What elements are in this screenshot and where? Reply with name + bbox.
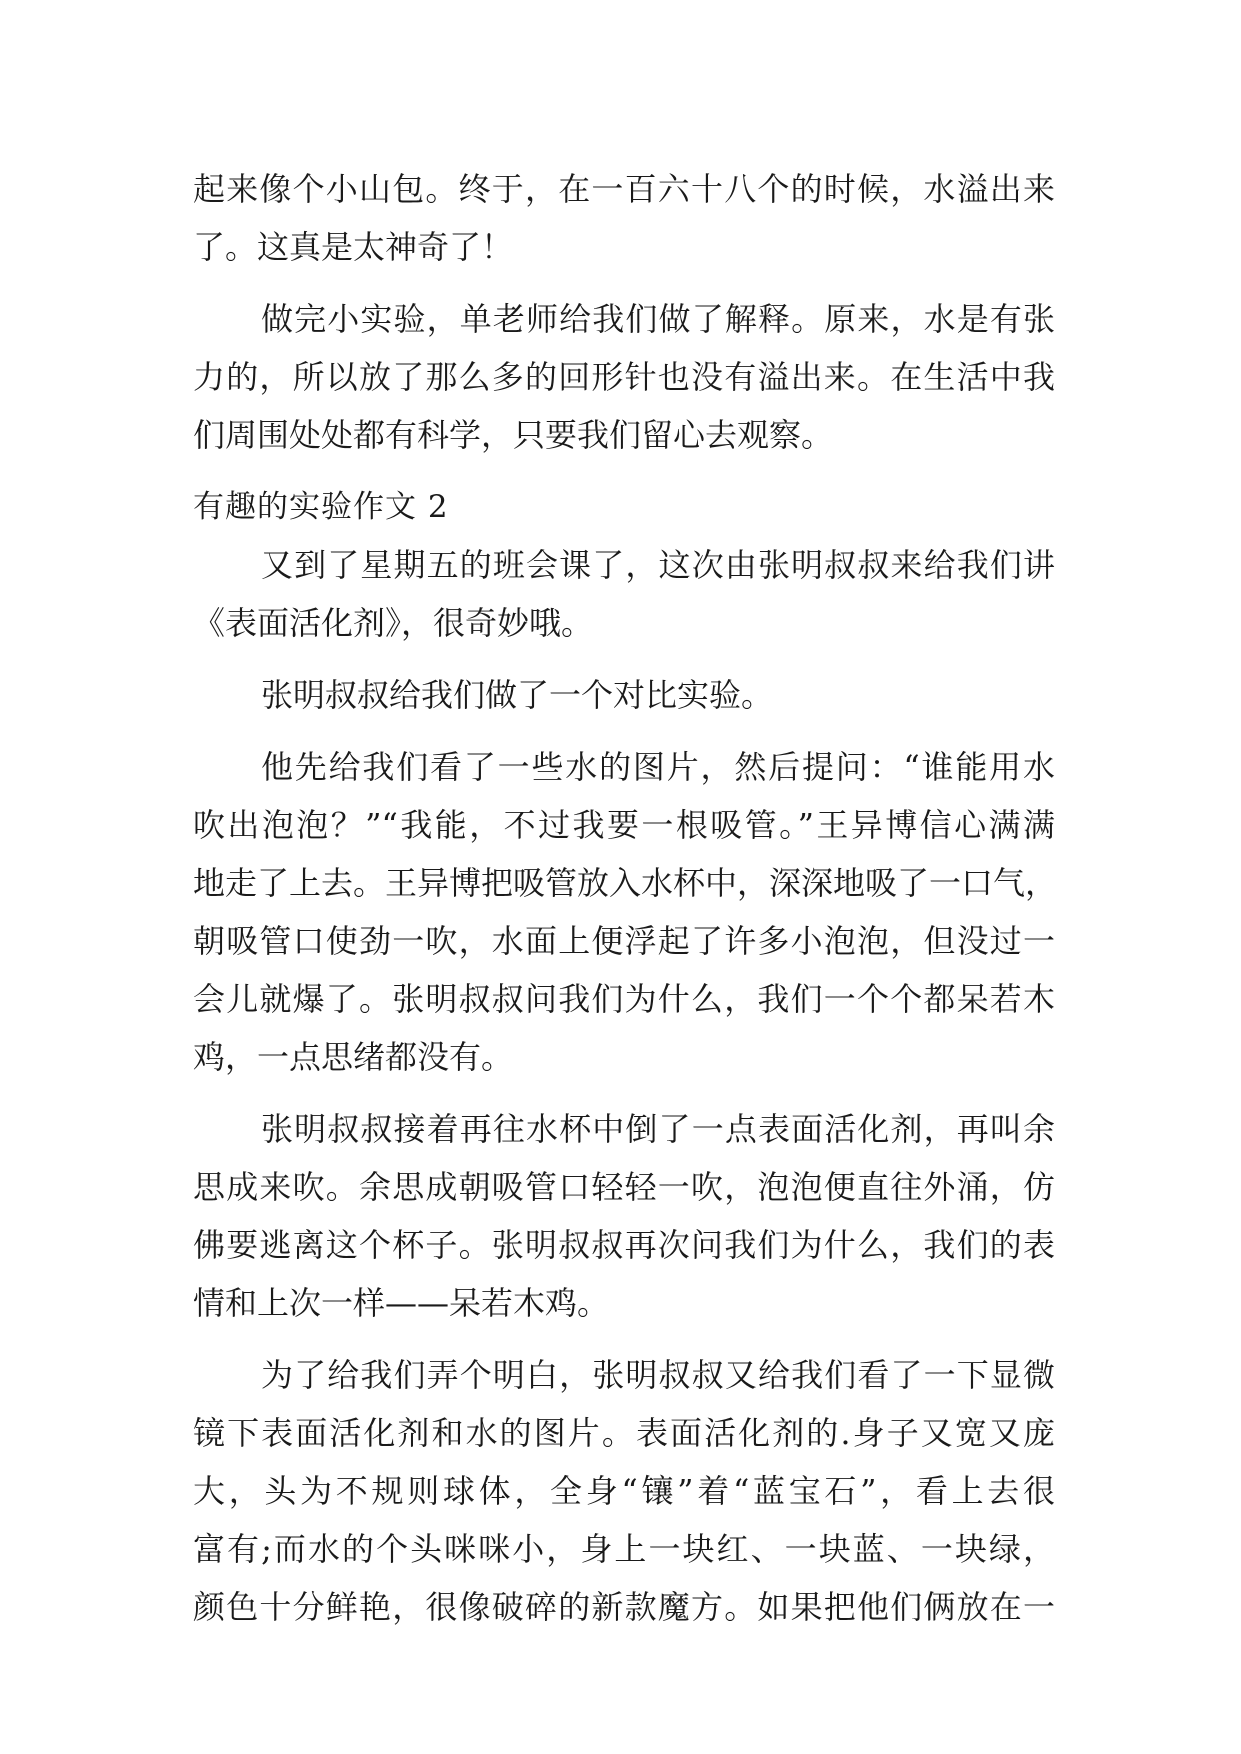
text-line: 思成来吹。余思成朝吸管口轻轻一吹，泡泡便直往外涌，仿 [193, 1168, 1055, 1206]
text-line: 朝吸管口使劲一吹，水面上便浮起了许多小泡泡，但没过一 [193, 922, 1055, 960]
text-line: 《表面活化剂》，很奇妙哦。 [193, 604, 594, 642]
text-line: 起来像个小山包。终于，在一百六十八个的时候，水溢出来 [193, 170, 1055, 208]
text-line: 吹出泡泡？”“我能，不过我要一根吸管。”王异博信心满满 [193, 806, 1055, 844]
text-line: 镜下表面活化剂和水的图片。表面活化剂的.身子又宽又庞 [193, 1414, 1055, 1452]
document-body [193, 160, 1058, 1650]
paragraph [193, 536, 1055, 652]
paragraph [193, 290, 1055, 464]
text-line: 会儿就爆了。张明叔叔问我们为什么，我们一个个都呆若木 [193, 980, 1055, 1018]
text-line: 富有;而水的个头咪咪小，身上一块红、一块蓝、一块绿， [193, 1530, 1055, 1568]
text-line: 情和上次一样——呆若木鸡。 [193, 1284, 610, 1322]
text-line: 了。这真是太神奇了！ [193, 228, 514, 266]
paragraph [193, 1346, 1055, 1636]
text-line: 颜色十分鲜艳，很像破碎的新款魔方。如果把他们俩放在一 [193, 1588, 1055, 1626]
paragraph [193, 666, 1055, 724]
text-line: 又到了星期五的班会课了，这次由张明叔叔来给我们讲 [261, 546, 1055, 584]
paragraph [193, 160, 1055, 276]
text-line: 鸡，一点思绪都没有。 [193, 1038, 514, 1076]
text-line: 地走了上去。王异博把吸管放入水杯中，深深地吸了一口气， [193, 864, 1058, 902]
text-line: 张明叔叔接着再往水杯中倒了一点表面活化剂，再叫余 [261, 1110, 1055, 1148]
paragraph [193, 1100, 1055, 1332]
text-line: 张明叔叔给我们做了一个对比实验。 [261, 676, 774, 714]
text-line: 他先给我们看了一些水的图片，然后提问：“谁能用水 [261, 748, 1055, 786]
paragraph [193, 738, 1058, 1086]
text-line: 佛要逃离这个杯子。张明叔叔再次问我们为什么，我们的表 [193, 1226, 1055, 1264]
text-line: 力的，所以放了那么多的回形针也没有溢出来。在生活中我 [193, 358, 1055, 396]
text-line: 做完小实验，单老师给我们做了解释。原来，水是有张 [261, 300, 1055, 338]
text-line: 们周围处处都有科学，只要我们留心去观察。 [193, 416, 834, 454]
text-line: 为了给我们弄个明白，张明叔叔又给我们看了一下显微 [261, 1356, 1055, 1394]
text-line: 大，头为不规则球体，全身“镶”着“蓝宝石”，看上去很 [193, 1472, 1055, 1510]
section-heading: 有趣的实验作文 2 [193, 489, 449, 525]
